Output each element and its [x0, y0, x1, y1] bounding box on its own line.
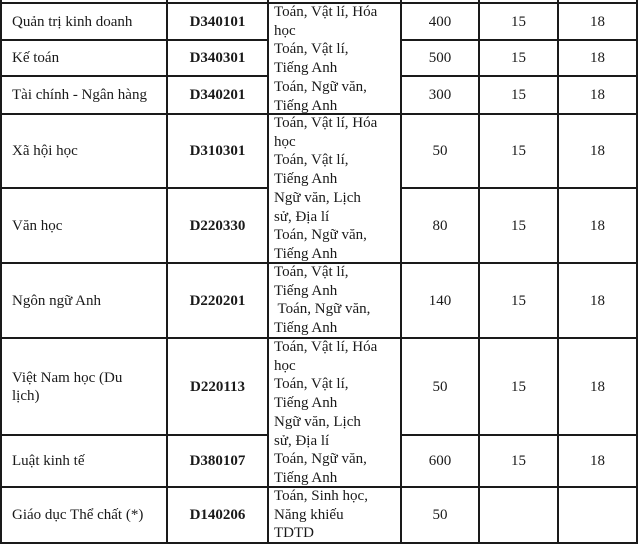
score-threshold-b: 18: [590, 143, 605, 159]
major-code: D340101: [189, 13, 246, 30]
major-code: D220113: [189, 378, 245, 395]
score-threshold-a: 15: [511, 217, 526, 234]
score-threshold-a: [480, 488, 557, 542]
subject-line: Ngữ văn, Lịch: [274, 413, 361, 430]
major-code: D220330: [189, 217, 246, 234]
major-code: D220201: [189, 292, 246, 309]
score-threshold-b: 18: [590, 87, 605, 103]
table-border-right: [636, 0, 638, 544]
major-name: Kế toán: [12, 50, 60, 66]
score-threshold-a: 15: [511, 292, 526, 309]
subject-line: Toán, Vật lí, Hóa: [274, 339, 378, 355]
subject-line: Tiếng Anh: [274, 245, 338, 262]
subject-combinations: [270, 487, 400, 543]
subject-line: Toán, Vật lí,: [274, 264, 349, 280]
quota: 50: [432, 143, 448, 159]
quota: 80: [432, 217, 448, 234]
subject-line: sử, Địa lí: [274, 432, 330, 449]
quota: 140: [428, 292, 452, 309]
subject-line: Toán, Ngữ văn,: [274, 78, 367, 95]
subject-line: TDTD: [274, 525, 314, 542]
major-name: Ngôn ngữ Anh: [12, 292, 101, 309]
quota: 400: [428, 13, 452, 30]
score-threshold-b: 18: [590, 217, 605, 234]
subject-line: Tiếng Anh: [274, 282, 338, 299]
major-code: D340201: [189, 87, 246, 103]
score-threshold-a: 15: [511, 453, 526, 469]
major-name: Xã hội học: [12, 143, 78, 159]
quota: 600: [428, 453, 452, 469]
score-threshold-b: 18: [590, 292, 605, 309]
major-name-line: lịch): [12, 387, 40, 404]
major-name: [2, 339, 166, 434]
subject-line: Toán, Vật lí, Hóa: [274, 115, 378, 131]
score-threshold-a: 15: [511, 87, 526, 103]
subject-combinations: [270, 263, 400, 338]
major-code: D380107: [189, 453, 246, 469]
major-name: Luật kinh tế: [12, 453, 85, 469]
subject-line: Tiếng Anh: [274, 97, 338, 114]
score-threshold-b: 18: [590, 378, 605, 395]
subject-line: học: [274, 22, 296, 39]
quota: 300: [428, 87, 452, 103]
score-threshold-a: 15: [511, 13, 526, 30]
score-threshold-b: 18: [590, 50, 605, 66]
subject-combinations: [270, 338, 400, 488]
major-name: Văn học: [12, 217, 63, 234]
major-name: Giáo dục Thể chất (*): [12, 507, 144, 523]
subject-line: sử, Địa lí: [274, 208, 330, 225]
major-code: D310301: [189, 143, 246, 159]
score-threshold-a: 15: [511, 50, 526, 66]
major-name-line: Việt Nam học (Du: [12, 369, 123, 386]
subject-line: Ngữ văn, Lịch: [274, 189, 361, 206]
score-threshold-b: [559, 488, 636, 542]
subject-line: Tiếng Anh: [274, 395, 338, 412]
subject-line: học: [274, 133, 296, 150]
subject-line: Toán, Vật lí,: [274, 152, 349, 169]
major-code: D140206: [189, 507, 246, 523]
quota: 500: [428, 50, 452, 66]
score-threshold-b: 18: [590, 453, 605, 469]
subject-line: Tiếng Anh: [274, 320, 338, 337]
subject-line: Toán, Vật lí,: [274, 376, 349, 393]
quota: 50: [432, 378, 448, 395]
subject-line: Tiếng Anh: [274, 469, 338, 486]
major-name: Tài chính - Ngân hàng: [12, 87, 147, 103]
subject-line: Toán, Vật lí,: [274, 41, 349, 58]
column-divider: [267, 0, 269, 544]
subject-line: Toán, Sinh học,: [274, 488, 368, 504]
score-threshold-a: 15: [511, 143, 526, 159]
major-name: Quản trị kinh doanh: [12, 13, 133, 30]
subject-line: Toán, Vật lí, Hóa: [274, 4, 378, 20]
subject-line: Toán, Ngữ văn,: [274, 227, 367, 244]
subject-combinations: [270, 114, 400, 264]
quota: 50: [432, 507, 448, 523]
major-code: D340301: [189, 50, 246, 66]
subject-line: Toán, Ngữ văn,: [274, 451, 367, 468]
subject-line: Năng khiếu: [274, 506, 344, 523]
subject-line: học: [274, 357, 296, 374]
subject-line: Toán, Ngữ văn,: [274, 301, 371, 318]
subject-line: Tiếng Anh: [274, 60, 338, 77]
subject-combinations: [270, 3, 400, 115]
score-threshold-b: 18: [590, 13, 605, 30]
subject-line: Tiếng Anh: [274, 171, 338, 188]
score-threshold-a: 15: [511, 378, 526, 395]
